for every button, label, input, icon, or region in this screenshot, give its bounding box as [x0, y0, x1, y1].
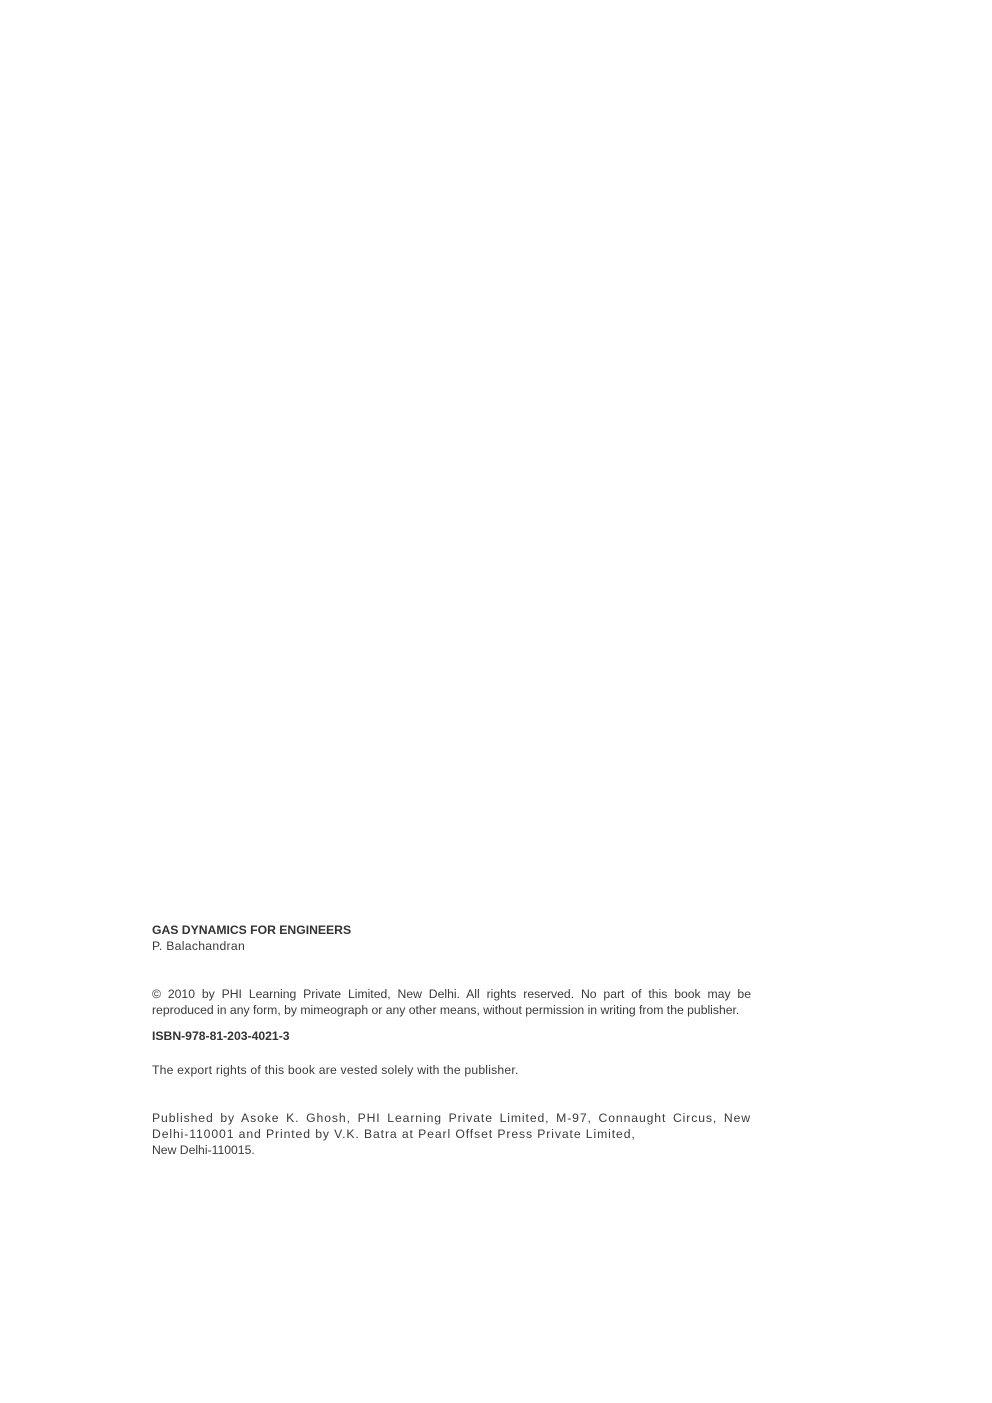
- publisher-printer-info: [152, 1110, 751, 1158]
- book-title: GAS DYNAMICS FOR ENGINEERS: [152, 923, 352, 937]
- copyright-imprint: [152, 922, 751, 1158]
- book-author: P. Balachandran: [152, 939, 246, 953]
- printer-address-line: New Delhi-110015.: [152, 1143, 255, 1157]
- export-rights-notice: The export rights of this book are vested solely with the publisher.: [152, 1063, 519, 1077]
- isbn: ISBN-978-81-203-4021-3: [152, 1029, 290, 1043]
- copyright-notice: © 2010 by PHI Learning Private Limited, New Delhi. All rights reserved. No part of this book may be reproduced in any form, by mimeograph or any other means, without permission in writing from the publisher.: [152, 987, 751, 1017]
- publisher-printer-line: Published by Asoke K. Ghosh, PHI Learning Private Limited, M-97, Connaught Circus, New Delhi-110001 and Printed by V.K. Batra at Pearl Offset Press Private Limited,: [152, 1111, 751, 1141]
